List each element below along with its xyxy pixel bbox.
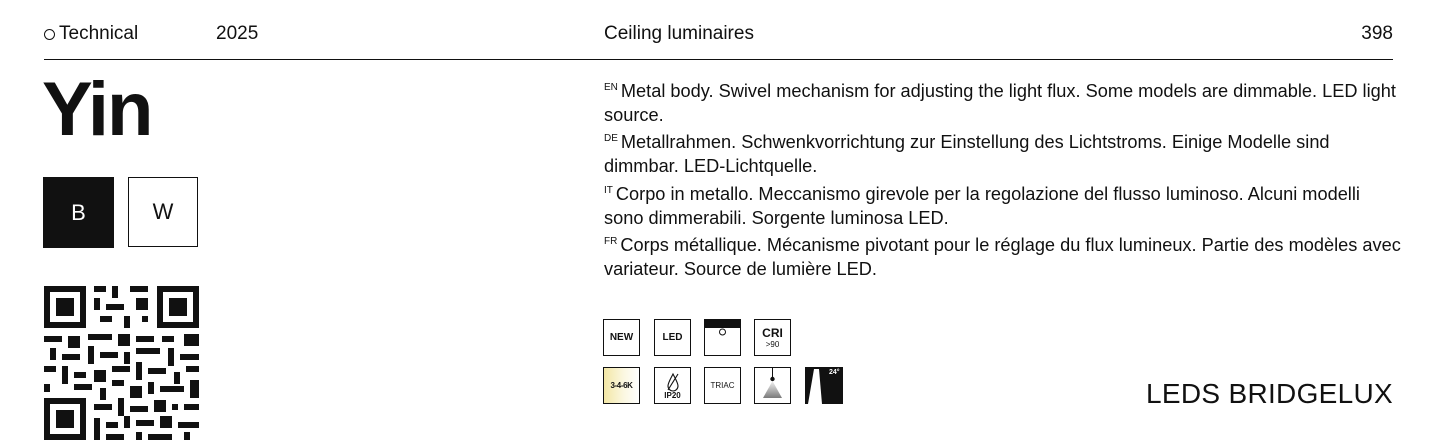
product-title: Yin xyxy=(42,67,152,152)
cri-label: CRI xyxy=(762,325,783,340)
cri-value: >90 xyxy=(765,339,780,349)
page-header xyxy=(44,22,1393,60)
circle-bullet-icon xyxy=(44,29,55,40)
qr-code[interactable] xyxy=(44,286,199,440)
beam-angle-label: 24° xyxy=(829,369,840,376)
triac-dimmable-icon: TRIAC xyxy=(704,367,741,404)
qr-code-icon xyxy=(44,286,199,440)
description-fr xyxy=(604,230,1404,281)
new-product-icon: NEW xyxy=(603,319,640,356)
led-brand: LEDS BRIDGELUX xyxy=(1146,378,1393,409)
lang-code-it: IT xyxy=(604,184,613,196)
cri-icon xyxy=(754,319,791,356)
lang-code-en: EN xyxy=(604,82,618,93)
catalog-year: 2025 xyxy=(216,23,259,44)
water-drop-crossed-icon xyxy=(665,372,681,392)
description-de-text: Metallrahmen. Schwenkvorrichtung zur Einstellung des Lichtstroms. Einige Modelle sind dimmbar. LED-Lichtquelle. xyxy=(604,132,1330,177)
ceiling-mount-icon xyxy=(704,319,741,356)
page-number: 398 xyxy=(1361,23,1393,44)
color-temperature-icon: 3-4-6K xyxy=(603,367,640,404)
description-fr-text: Corps métallique. Mécanisme pivotant pour le réglage du flux lumineux. Partie des modèles avec variateur. Source de lumière LED. xyxy=(604,235,1401,279)
description-en xyxy=(604,76,1404,127)
product-description xyxy=(604,76,1404,282)
ip-label: IP20 xyxy=(664,390,681,400)
description-it-text: Corpo in metallo. Meccanismo girevole per la regolazione del flusso luminoso. Alcuni modelli sono dimmerabili. Sorgente luminosa LED. xyxy=(604,183,1360,228)
led-icon: LED xyxy=(654,319,691,356)
section-label xyxy=(44,23,138,45)
description-en-text: Metal body. Swivel mechanism for adjusting the light flux. Some models are dimmable. LED light source. xyxy=(604,81,1396,125)
category-title: Ceiling luminaires xyxy=(604,23,754,44)
lang-code-de: DE xyxy=(604,133,618,145)
ip-rating-icon xyxy=(654,367,691,404)
finish-swatch-white[interactable]: W xyxy=(128,177,198,247)
spot-light-icon xyxy=(754,367,791,404)
description-de xyxy=(604,127,1404,178)
section-text: Technical xyxy=(59,23,139,44)
description-it xyxy=(604,179,1404,230)
lang-code-fr: FR xyxy=(604,236,618,248)
beam-angle-icon xyxy=(805,367,843,404)
finish-swatch-black[interactable]: B xyxy=(43,177,114,248)
